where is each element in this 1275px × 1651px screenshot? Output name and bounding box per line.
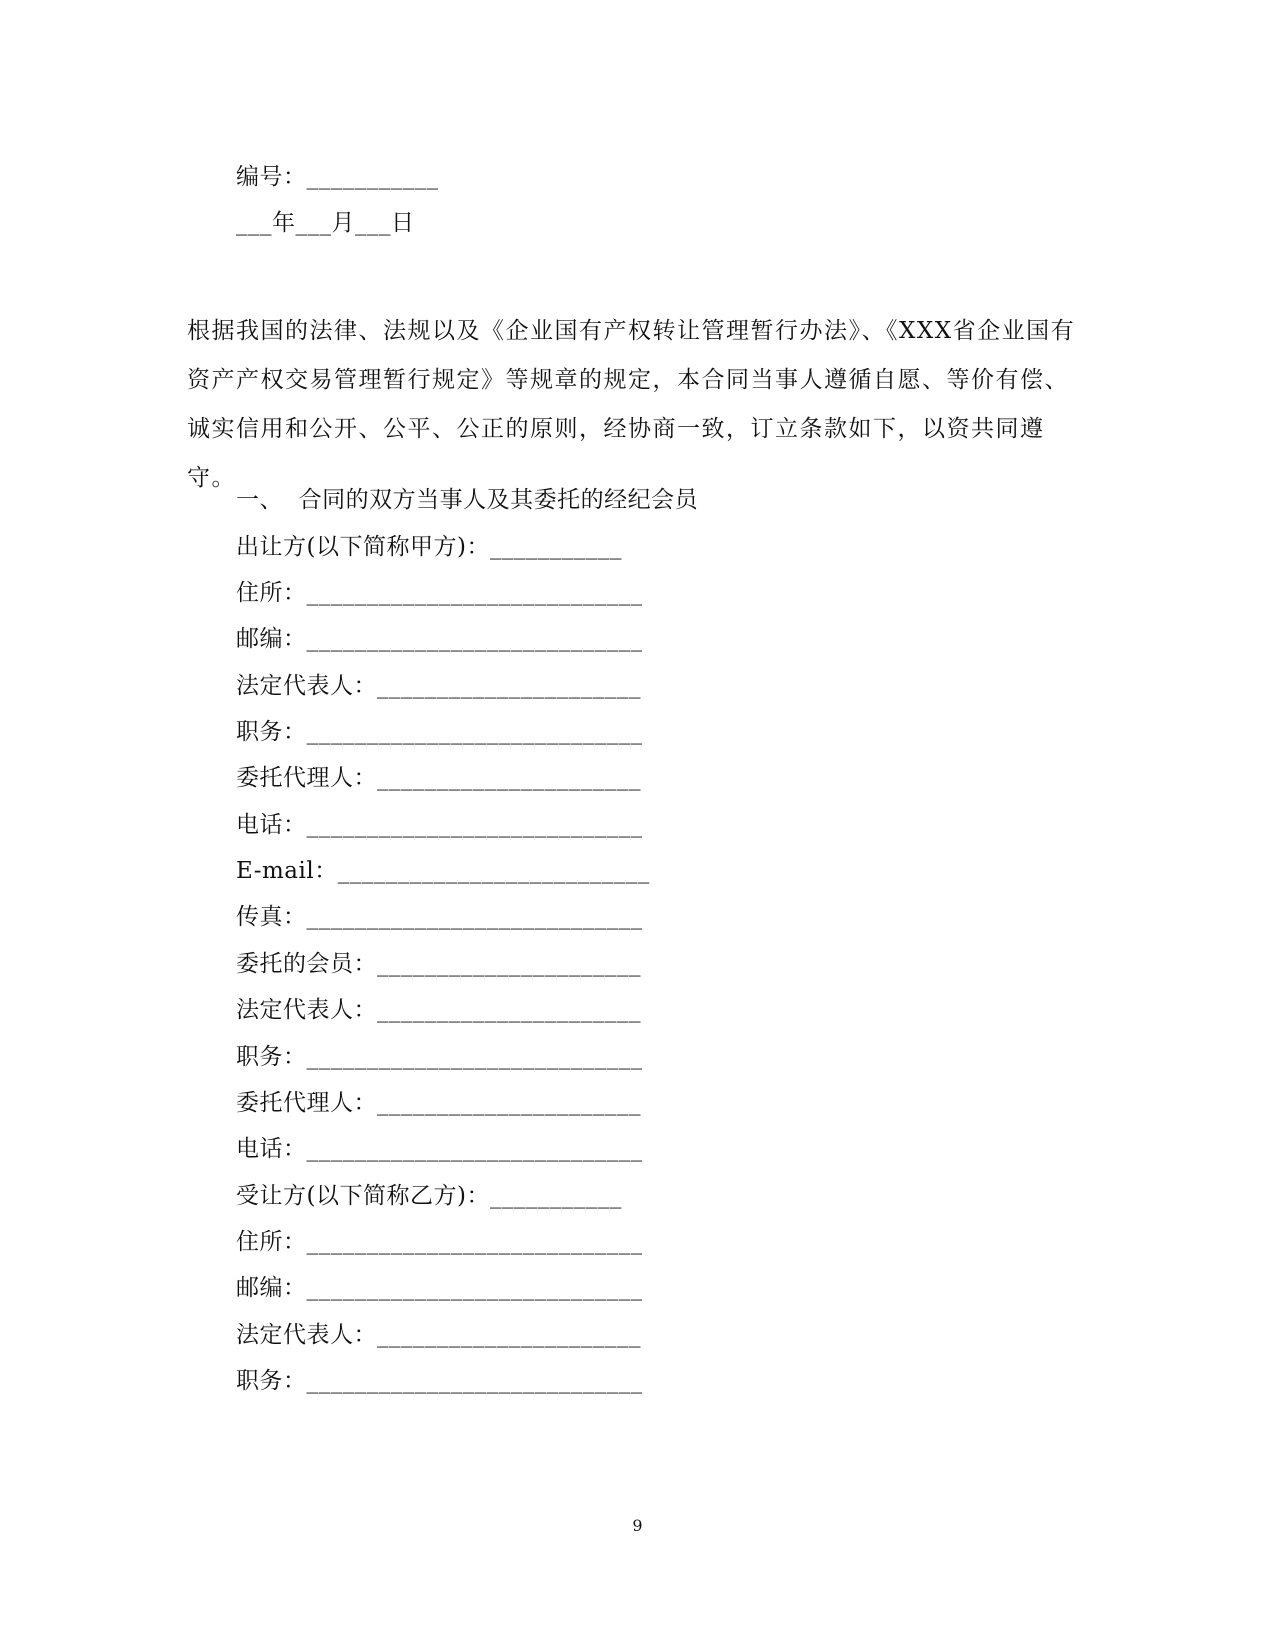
page-number: 9 <box>632 1516 643 1535</box>
date-line: ___年___月___日 <box>236 210 415 236</box>
party-a-member: 委托的会员：______________________ <box>236 951 641 977</box>
party-a-fax: 传真：____________________________ <box>236 904 643 930</box>
party-a-email: E-mail：__________________________ <box>236 858 650 884</box>
party-a-member-legal-representative: 法定代表人：______________________ <box>236 997 641 1023</box>
party-a-title: 出让方(以下简称甲方)：___________ <box>236 534 622 560</box>
section-one-heading: 一、 合同的双方当事人及其委托的经纪会员 <box>236 487 699 513</box>
party-a-member-position: 职务：____________________________ <box>236 1044 643 1070</box>
party-a-postcode: 邮编：____________________________ <box>236 626 643 652</box>
party-b-residence: 住所：____________________________ <box>236 1229 643 1255</box>
party-a-agent: 委托代理人：______________________ <box>236 765 641 791</box>
contract-number-line: 编号：___________ <box>236 164 439 190</box>
party-b-position: 职务：____________________________ <box>236 1368 643 1394</box>
party-b-postcode: 邮编：____________________________ <box>236 1275 643 1301</box>
party-b-title: 受让方(以下简称乙方)：___________ <box>236 1183 622 1209</box>
party-a-legal-representative: 法定代表人：______________________ <box>236 673 641 699</box>
party-a-member-agent: 委托代理人：______________________ <box>236 1090 641 1116</box>
party-b-legal-representative: 法定代表人：______________________ <box>236 1322 641 1348</box>
party-a-member-phone: 电话：____________________________ <box>236 1136 643 1162</box>
party-a-phone: 电话：____________________________ <box>236 812 643 838</box>
party-a-residence: 住所：____________________________ <box>236 580 643 606</box>
party-a-position: 职务：____________________________ <box>236 719 643 745</box>
intro-paragraph: 根据我国的法律、法规以及《企业国有产权转让管理暂行办法》、《XXX省企业国有资产产权交易管理暂行规定》等规章的规定，本合同当事人遵循自愿、等价有偿、诚实信用和公开、公平、公正的原则，经协商一致，订立条款如下，以资共同遵守。 <box>187 318 1076 491</box>
